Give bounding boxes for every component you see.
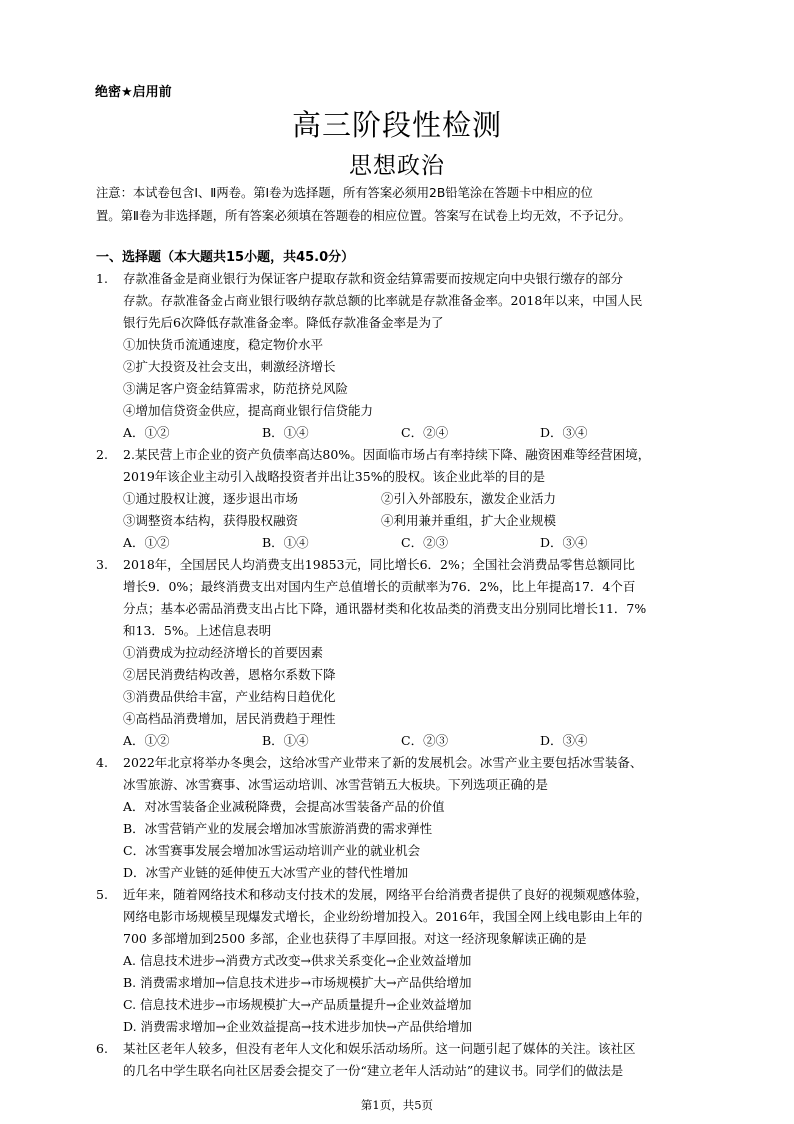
option-b: B．冰雪营销产业的发展会增加冰雪旅游消费的需求弹性: [123, 821, 433, 836]
option-b: B．①④: [262, 425, 309, 440]
question-text: 2022年北京将举办冬奥会，这给冰雪产业带来了新的发展机会。冰雪产业主要包括冰雪装备、: [123, 755, 643, 770]
question-text: 近年来，随着网络技术和移动支付技术的发展，网络平台给消费者提供了良好的视频观感体验，: [123, 887, 649, 902]
exam-notice: [96, 182, 706, 228]
question-text: 网络电影市场规模呈现爆发式增长，企业纷纷增加投入。2016年，我国全网上线电影由上年的: [123, 909, 643, 924]
question-5: [96, 884, 706, 1038]
statement: ③满足客户资金结算需求，防范挤兑风险: [123, 381, 349, 396]
statement: ③调整资本结构，获得股权融资: [123, 513, 299, 528]
answer-options: [123, 730, 706, 752]
question-text: 某社区老年人较多，但没有老年人文化和娱乐活动场所。这一问题引起了媒体的关注。该社区: [123, 1041, 636, 1056]
page-number: 第1页，共5页: [360, 1098, 434, 1112]
option-d: D．③④: [540, 425, 588, 440]
option-a: A．对冰雪装备企业减税降费，会提高冰雪装备产品的价值: [123, 799, 445, 814]
question-number: 4.: [96, 755, 108, 770]
statement: ①消费成为拉动经济增长的首要因素: [123, 645, 324, 660]
statement: ②扩大投资及社会支出，刺激经济增长: [123, 359, 336, 374]
exam-title: 高三阶段性检测: [291, 108, 502, 142]
question-text: 存款准备金是商业银行为保证客户提取存款和资金结算需要而按规定向中央银行缴存的部分: [123, 271, 624, 286]
statement: ①加快货币流通速度，稳定物价水平: [123, 337, 324, 352]
question-text: 700 多部增加到2500 多部，企业也获得了丰厚回报。对这一经济现象解读正确的是: [123, 931, 587, 946]
question-text: 冰雪旅游、冰雪赛事、冰雪运动培训、冰雪营销五大板块。下列选项正确的是: [123, 777, 549, 792]
question-text: 2018年，全国居民人均消费支出19853元，同比增长6．2%；全国社会消费品零售总额同比: [123, 557, 635, 572]
option-c: C. 信息技术进步→市场规模扩大→产品质量提升→企业效益增加: [123, 997, 472, 1012]
question-text: 的几名中学生联名向社区居委会提交了一份“建立老年人活动站”的建议书。同学们的做法是: [123, 1063, 624, 1078]
option-a: A．①②: [123, 425, 170, 440]
question-number: 3.: [96, 557, 108, 572]
notice-line: 置。第Ⅱ卷为非选择题，所有答案必须填在答题卷的相应位置。答案写在试卷上均无效，不予记分。: [96, 209, 631, 223]
option-c: C．冰雪赛事发展会增加冰雪运动培训产业的就业机会: [123, 843, 421, 858]
statement: ④增加信贷资金供应，提高商业银行信贷能力: [123, 403, 374, 418]
option-b: B．①④: [262, 535, 309, 550]
question-2: [96, 444, 706, 554]
question-3: [96, 554, 706, 752]
answer-options: [123, 422, 706, 444]
option-a: A. 信息技术进步→消费方式改变→供求关系变化→企业效益增加: [123, 953, 472, 968]
option-b: B. 消费需求增加→信息技术进步→市场规模扩大→产品供给增加: [123, 975, 472, 990]
question-number: 6.: [96, 1041, 108, 1056]
confidential-label: 绝密★启用前: [95, 85, 172, 100]
question-text: 2.某民营上市企业的资产负债率高达80%。因面临市场占有率持续下降、融资困难等经营困境，: [123, 447, 651, 462]
section-heading: 一、选择题（本大题共15小题，共45.0分）: [96, 250, 355, 265]
statement: ③消费品供给丰富，产业结构日趋优化: [123, 689, 336, 704]
statement: ①通过股权让渡，逐步退出市场: [123, 491, 299, 506]
option-d: D．③④: [540, 535, 588, 550]
statement-row: [123, 510, 706, 532]
option-d: D. 消费需求增加→企业效益提高→技术进步加快→产品供给增加: [123, 1019, 472, 1034]
question-text: 分点；基本必需品消费支出占比下降，通讯器材类和化妆品类的消费支出分别同比增长11．7%: [123, 601, 647, 616]
statement: ②居民消费结构改善，恩格尔系数下降: [123, 667, 336, 682]
option-d: D．③④: [540, 733, 588, 748]
option-c: C．②④: [401, 425, 449, 440]
question-text: 和13．5%。上述信息表明: [123, 623, 272, 638]
exam-subject: 思想政治: [349, 153, 445, 179]
statement: ④高档品消费增加，居民消费趋于理性: [123, 711, 336, 726]
option-d: D．冰雪产业链的延伸使五大冰雪产业的替代性增加: [123, 865, 409, 880]
option-a: A．①②: [123, 733, 170, 748]
question-text: 2019年该企业主动引入战略投资者并出让35%的股权。该企业此举的目的是: [123, 469, 546, 484]
statement-row: [123, 488, 706, 510]
option-a: A．①②: [123, 535, 170, 550]
question-1: [96, 268, 706, 444]
notice-line: 注意：本试卷包含Ⅰ、Ⅱ两卷。第Ⅰ卷为选择题，所有答案必须用2B铅笔涂在答题卡中相应的位: [96, 186, 593, 200]
question-text: 银行先后6次降低存款准备金率。降低存款准备金率是为了: [123, 315, 444, 330]
question-6: [96, 1038, 706, 1082]
question-4: [96, 752, 706, 884]
statement: ②引入外部股东，激发企业活力: [381, 491, 557, 506]
question-text: 增长9．0%；最终消费支出对国内生产总值增长的贡献率为76．2%，比上年提高17．4个百: [123, 579, 636, 594]
question-number: 5.: [96, 887, 108, 902]
option-c: C．②③: [401, 535, 449, 550]
option-c: C．②③: [401, 733, 449, 748]
statement: ④利用兼并重组，扩大企业规模: [381, 513, 557, 528]
question-number: 1.: [96, 271, 108, 286]
question-number: 2.: [96, 447, 108, 462]
question-text: 存款。存款准备金占商业银行吸纳存款总额的比率就是存款准备金率。2018年以来，中国人民: [123, 293, 643, 308]
answer-options: [123, 532, 706, 554]
option-b: B．①④: [262, 733, 309, 748]
